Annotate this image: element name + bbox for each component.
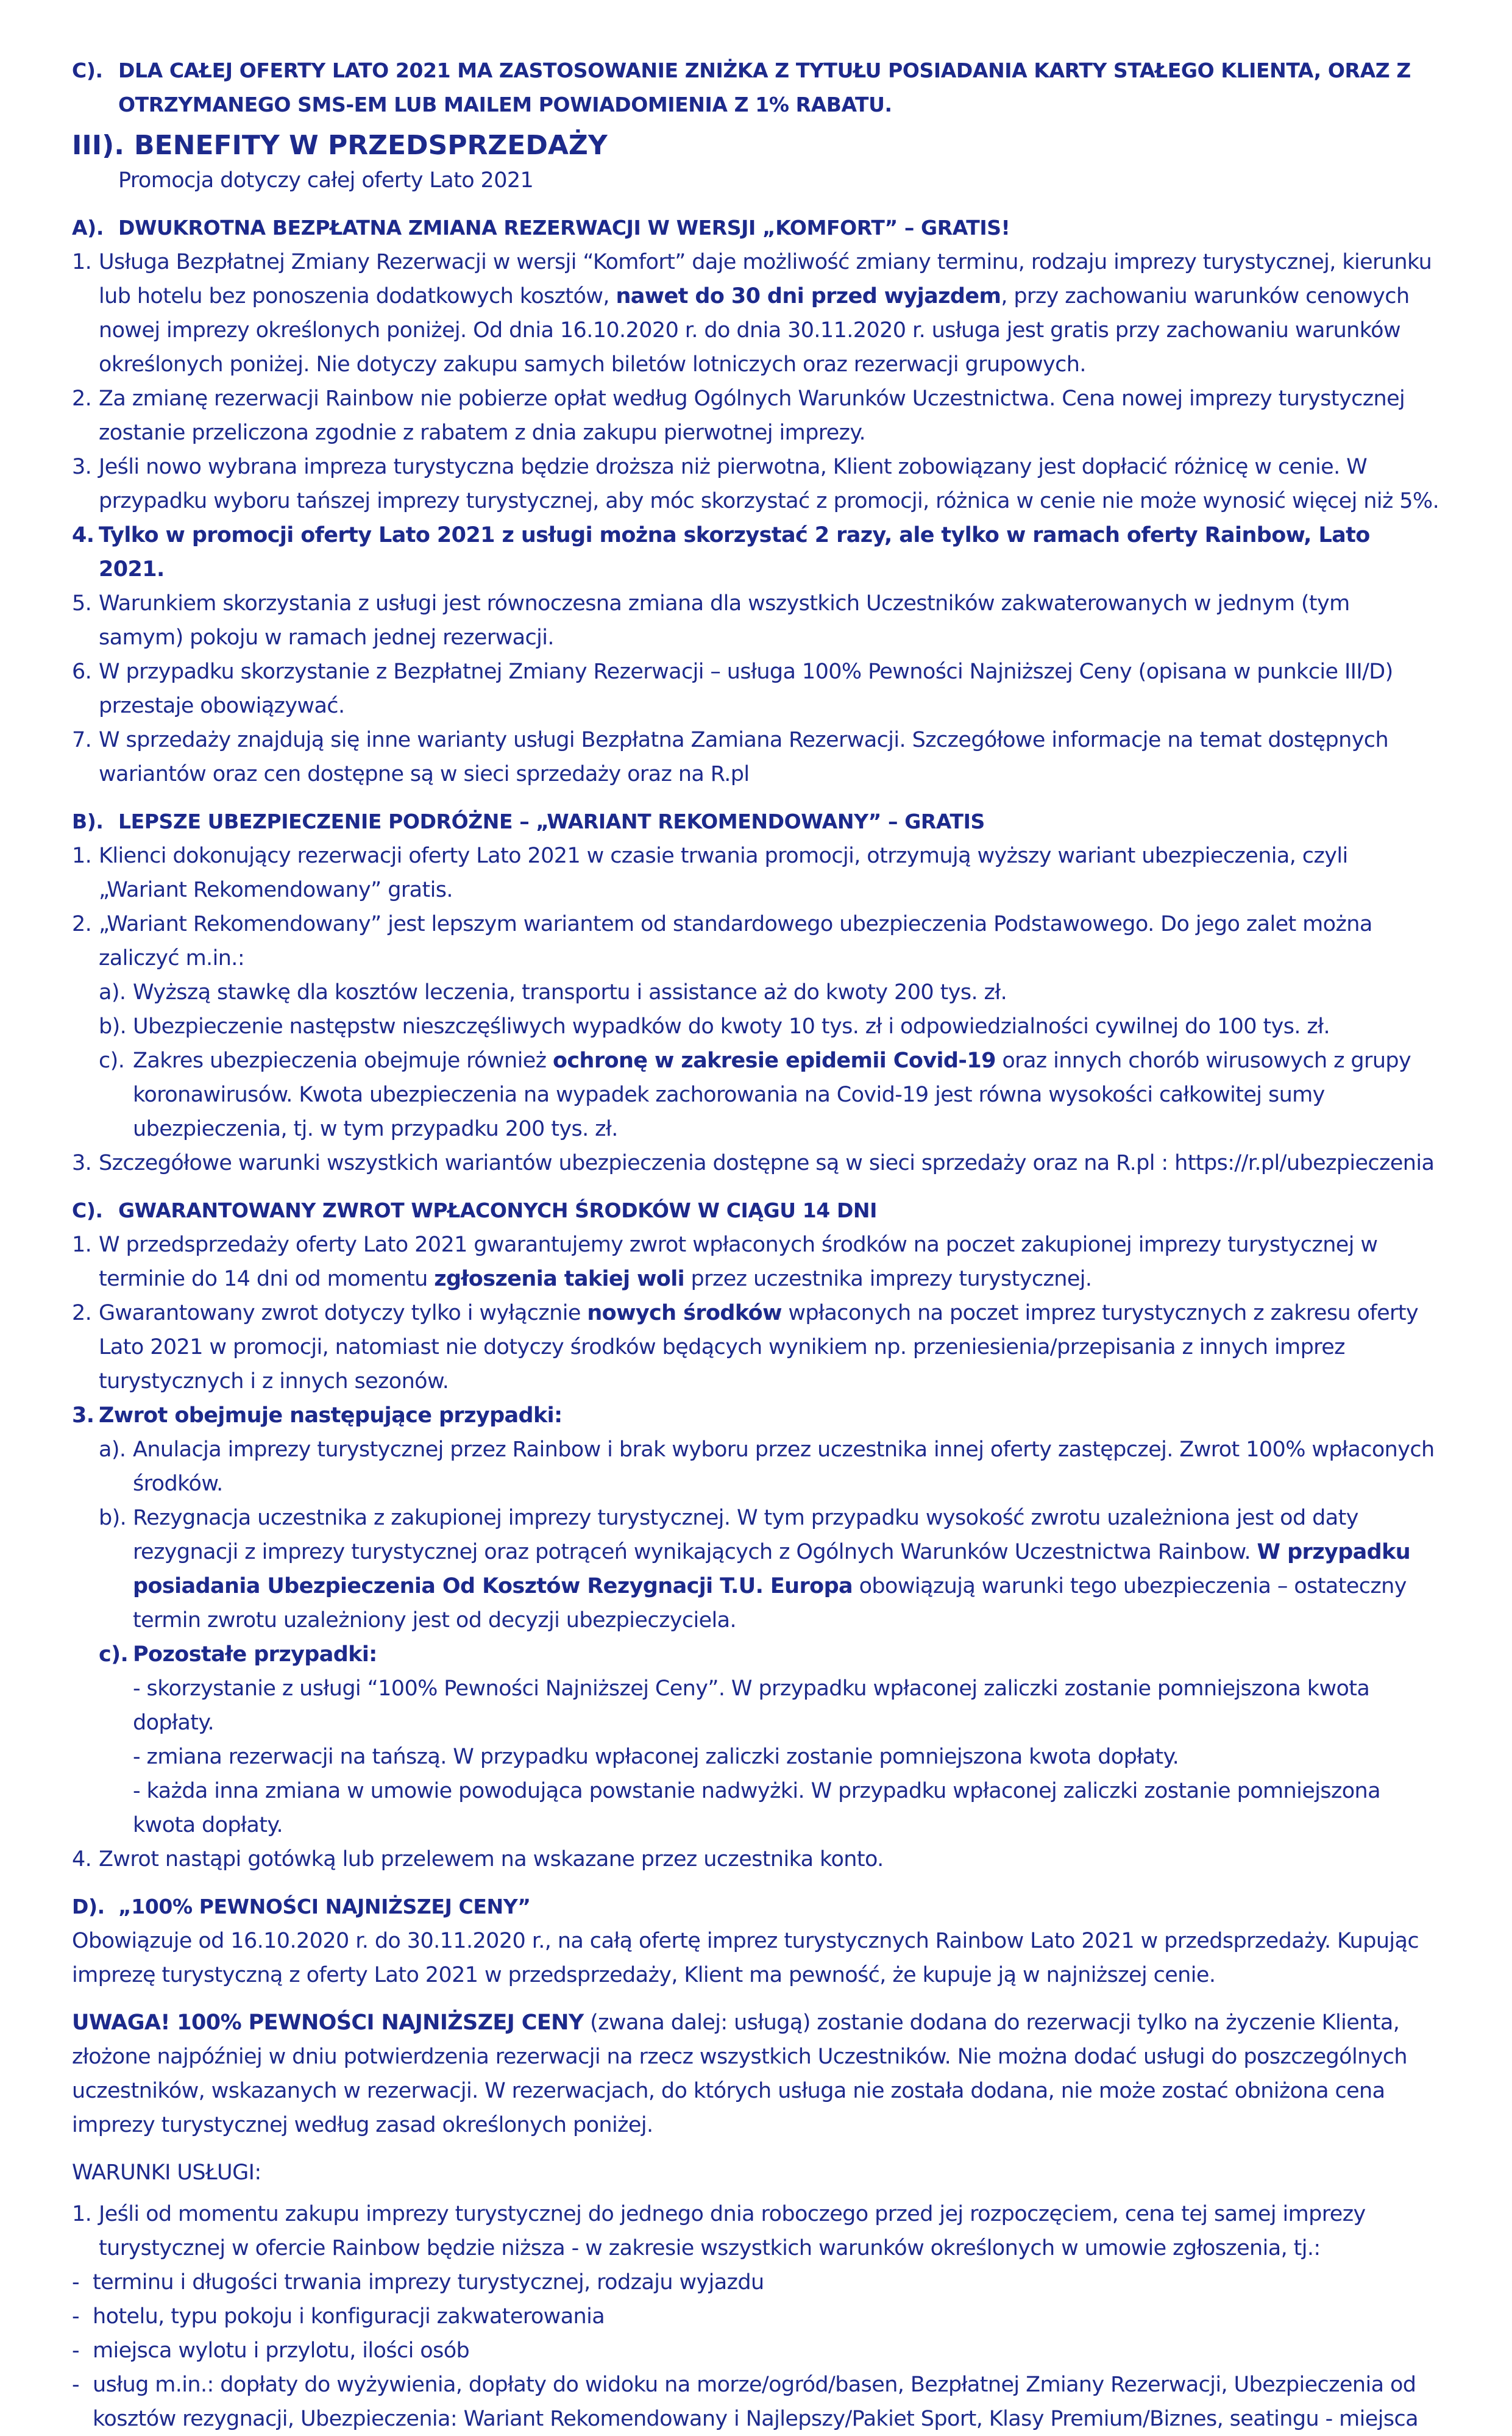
section-d-title: „100% PEWNOŚCI NAJNIŻSZEJ CENY”	[118, 1895, 531, 1918]
sub-item-letter: b).	[99, 1506, 127, 1530]
benefits-title: BENEFITY W PRZEDSPRZEDAŻY	[134, 130, 608, 161]
list-item	[72, 907, 1440, 975]
item-text-part: przez uczestnika imprezy turystycznej.	[684, 1267, 1092, 1291]
dash-bullet: -	[72, 2373, 80, 2397]
sub-list-item	[72, 1501, 1440, 1637]
sub-item-letter: a).	[99, 1437, 126, 1462]
list-item	[72, 1146, 1440, 1180]
dash-bullet: -	[72, 2304, 80, 2329]
item-text: Jeśli nowo wybrana impreza turystyczna będzie droższa niż pierwotna, Klient zobowiązany jest dopłacić różnicę w cenie. W przypadku wyboru tańszej imprezy turystycznej, aby móc skorzystać z promocji, różnica w cenie nie może wynosić więcej niż 5%.	[99, 455, 1439, 513]
item-text: Tylko w promocji oferty Lato 2021 z usługi można skorzystać 2 razy, ale tylko w ramach oferty Rainbow, Lato 2021.	[99, 523, 1370, 582]
dash-item-text: terminu i długości trwania imprezy turystycznej, rodzaju wyjazdu	[93, 2270, 764, 2295]
item-number: 2.	[72, 912, 92, 936]
item-text: Szczegółowe warunki wszystkich wariantów ubezpieczenia dostępne są w sieci sprzedaży oraz na R.pl : https://r.pl/ubezpieczenia	[99, 1151, 1435, 1175]
list-item	[72, 450, 1440, 518]
item-text: W sprzedaży znajdują się inne warianty usługi Bezpłatna Zamiana Rezerwacji. Szczegółowe informacje na temat dostępnych wariantów oraz cen dostępne są w sieci sprzedaży oraz na R.pl	[99, 728, 1389, 786]
sub-item-text: Ubezpieczenie następstw nieszczęśliwych wypadków do kwoty 10 tys. zł i odpowiedzialności cywilnej do 100 tys. zł.	[133, 1014, 1330, 1039]
sub-item-text	[133, 1044, 1440, 1146]
item-number: 2.	[72, 386, 92, 411]
item-text: Zwrot nastąpi gotówką lub przelewem na wskazane przez uczestnika konto.	[99, 1847, 884, 1872]
item-text-part: Rezygnacja uczestnika z zakupionej imprezy turystycznej. W tym przypadku wysokość zwrotu uzależniona jest od daty rezygnacji z imprezy turystycznej oraz potrąceń wynikających z Ogólnych Warunków Uczestnictwa Rainbow.	[133, 1506, 1358, 1564]
item-text-part: wpłaconych na poczet imprez turystycznych z zakresu oferty Lato 2021 w promocji, natomiast nie dotyczy środków będących wynikiem np. przeniesienia/przepisania z innych imprez turystycznych i z innych sezonów.	[99, 1301, 1419, 1394]
list-item	[72, 2197, 1440, 2265]
sub-item-letter: a).	[99, 980, 126, 1005]
dash-item-text: hotelu, typu pokoju i konfiguracji zakwaterowania	[93, 2304, 605, 2329]
section-letter: C).	[72, 1198, 103, 1222]
item-text: W przypadku skorzystanie z Bezpłatnej Zmiany Rezerwacji – usługa 100% Pewności Najniższej Ceny (opisana w punkcie III/D) przestaje obowiązywać.	[99, 660, 1393, 718]
sub-list-item	[72, 1010, 1440, 1044]
item-text-part: Gwarantowany zwrot dotyczy tylko i wyłącznie	[99, 1301, 587, 1325]
list-item	[72, 245, 1440, 382]
section-a-heading	[72, 211, 1440, 245]
item-number: 2.	[72, 1301, 92, 1325]
item-text: Klienci dokonujący rezerwacji oferty Lato 2021 w czasie trwania promocji, otrzymują wyższy wariant ubezpieczenia, czyli „Wariant Rekomendowany” gratis.	[99, 844, 1348, 902]
list-item	[72, 1228, 1440, 1296]
item-number: 1.	[72, 250, 92, 274]
item-text-part: W przedsprzedaży oferty Lato 2021 gwarantujemy zwrot wpłaconych środków na poczet zakupionej imprezy turystycznej w terminie do 14 dni od momentu	[99, 1233, 1378, 1291]
sub-list-item	[72, 1044, 1440, 1146]
dash-bullet: -	[72, 2270, 80, 2295]
item-text-part: oraz innych chorób wirusowych z grupy koronawirusów. Kwota ubezpieczenia na wypadek zachorowania na Covid-19 jest równa wysokości całkowitej sumy ubezpieczenia, tj. w tym przypadku 200 tys. zł.	[133, 1049, 1411, 1141]
list-item	[72, 723, 1440, 791]
item-number: 4.	[72, 523, 94, 547]
item-number: 1.	[72, 2202, 92, 2226]
section-c-heading	[72, 1194, 1440, 1228]
dash-list-item	[72, 2299, 1440, 2334]
item-number: 5.	[72, 591, 92, 616]
item-text: Za zmianę rezerwacji Rainbow nie pobierze opłat według Ogólnych Warunków Uczestnictwa. Cena nowej imprezy turystycznej zostanie przeliczona zgodnie z rabatem z dnia zakupu pierwotnej imprezy.	[99, 386, 1405, 445]
section-heading-benefits	[72, 128, 1440, 163]
dash-list-item	[72, 2265, 1440, 2299]
item-text	[99, 245, 1440, 382]
benefits-subtitle: Promocja dotyczy całej oferty Lato 2021	[118, 168, 534, 193]
item-number: 1.	[72, 844, 92, 868]
item-text-bold: nawet do 30 dni przed wyjazdem	[616, 284, 1001, 308]
list-item	[72, 382, 1440, 450]
list-item	[72, 1398, 1440, 1433]
roman-numeral: III).	[72, 130, 124, 161]
item-number: 1.	[72, 1233, 92, 1257]
top-discount-notice	[72, 54, 1440, 122]
item-text	[99, 1296, 1440, 1398]
sub-item-text	[133, 1501, 1440, 1637]
item-text-bold: ochronę w zakresie epidemii Covid-19	[552, 1049, 996, 1073]
item-number: 4.	[72, 1847, 92, 1872]
item-text: „Wariant Rekomendowany” jest lepszym wariantem od standardowego ubezpieczenia Podstawowego. Do jego zalet można zaliczyć m.in.:	[99, 912, 1372, 970]
dash-list-item	[72, 2368, 1440, 2436]
sub-item-letter: c).	[99, 1049, 125, 1073]
notice-bold: UWAGA! 100% PEWNOŚCI NAJNIŻSZEJ CENY	[72, 2010, 584, 2035]
list-item	[72, 1296, 1440, 1398]
document-page	[72, 54, 1440, 2436]
dash-list-item	[72, 2334, 1440, 2368]
item-text-bold: W przypadku posiadania Ubezpieczenia Od Kosztów Rezygnacji T.U. Europa	[133, 1540, 1411, 1598]
sub-list-item	[72, 1637, 1440, 1672]
item-text: Zwrot obejmuje następujące przypadki:	[99, 1403, 563, 1428]
section-b-heading	[72, 805, 1440, 839]
list-item	[72, 655, 1440, 723]
item-number: 6.	[72, 660, 92, 684]
item-number: 3.	[72, 1403, 94, 1428]
sub-item-letter: c).	[99, 1642, 129, 1667]
section-letter: A).	[72, 216, 104, 240]
sub-item-text: Pozostałe przypadki:	[133, 1642, 377, 1667]
sub-c-line: - zmiana rezerwacji na tańszą. W przypadku wpłaconej zaliczki zostanie pomniejszona kwota dopłaty.	[133, 1745, 1179, 1769]
item-text	[99, 1228, 1440, 1296]
section-b-title: LEPSZE UBEZPIECZENIE PODRÓŻNE – „WARIANT REKOMENDOWANY” – GRATIS	[118, 810, 985, 833]
item-text-part: Zakres ubezpieczenia obejmuje również	[133, 1049, 553, 1073]
item-number: 7.	[72, 728, 92, 752]
sub-item-text: Anulacja imprezy turystycznej przez Rainbow i brak wyboru przez uczestnika innej oferty zastępczej. Zwrot 100% wpłaconych środków.	[133, 1437, 1435, 1496]
sub-c-line: - skorzystanie z usługi “100% Pewności Najniższej Ceny”. W przypadku wpłaconej zaliczki zostanie pomniejszona kwota dopłaty.	[133, 1676, 1370, 1735]
section-letter: D).	[72, 1895, 105, 1918]
item-number: 3.	[72, 455, 92, 479]
sub-item-letter: b).	[99, 1014, 127, 1039]
dash-item-text: usług m.in.: dopłaty do wyżywienia, dopłaty do widoku na morze/ogród/basen, Bezpłatnej Zmiany Rezerwacji, Ubezpieczenia od kosztów rezygnacji, Ubezpieczenia: Wariant Rekomendowany i Najlepszy/Pakiet Sport, Klasy Premium/Biznes, seatingu - miejsca	[93, 2373, 1418, 2431]
section-a-title: DWUKROTNA BEZPŁATNA ZMIANA REZERWACJI W WERSJI „KOMFORT” – GRATIS!	[118, 216, 1010, 240]
item-text: Warunkiem skorzystania z usługi jest równoczesna zmiana dla wszystkich Uczestników zakwaterowanych w jednym (tym samym) pokoju w ramach jednej rezerwacji.	[99, 591, 1350, 650]
sub-list-item	[72, 975, 1440, 1010]
item-text-bold: zgłoszenia takiej woli	[434, 1267, 685, 1291]
list-item	[72, 518, 1440, 586]
sub-item-text: Wyższą stawkę dla kosztów leczenia, transportu i assistance aż do kwoty 200 tys. zł.	[133, 980, 1007, 1005]
item-text: Jeśli od momentu zakupu imprezy turystycznej do jednego dnia roboczego przed jej rozpoczęciem, cena tej samej imprezy turystycznej w ofercie Rainbow będzie niższa - w zakresie wszystkich warunków określonych w umowie zgłoszenia, tj.:	[99, 2202, 1366, 2260]
sub-list-item	[72, 1433, 1440, 1501]
item-text-bold: nowych środków	[587, 1301, 782, 1325]
dash-bullet: -	[72, 2338, 80, 2363]
section-letter: B).	[72, 810, 104, 833]
conditions-label: WARUNKI USŁUGI:	[72, 2160, 261, 2185]
paragraph: Obowiązuje od 16.10.2020 r. do 30.11.2020 r., na całą ofertę imprez turystycznych Rainbow Lato 2021 w przedsprzedaży. Kupując imprezę turystyczną z oferty Lato 2021 w przedsprzedaży, Klient ma pewność, że kupuje ją w najniższej cenie.	[72, 1929, 1419, 1987]
section-d-heading	[72, 1890, 1440, 1924]
dash-item-text: miejsca wylotu i przylotu, ilości osób	[93, 2338, 470, 2363]
discount-notice-text: DLA CAŁEJ OFERTY LATO 2021 MA ZASTOSOWANIE ZNIŻKA Z TYTUŁU POSIADANIA KARTY STAŁEGO KLIENTA, ORAZ Z OTRZYMANEGO SMS-EM LUB MAILEM POWIADOMIENIA Z 1% RABATU.	[118, 59, 1411, 116]
item-text-part: Usługa Bezpłatnej Zmiany Rezerwacji w wersji “Komfort” daje możliwość zmiany terminu, rodzaju imprezy turystycznej, kierunku lub hotelu bez ponoszenia dodatkowych kosztów,	[99, 250, 1432, 308]
notice-text: (zwana dalej: usługą) zostanie dodana do rezerwacji tylko na życzenie Klienta, złożone najpóźniej w dniu potwierdzenia rezerwacji na rzecz wszystkich Uczestników. Nie można dodać usługi do poszczególnych uczestników, wskazanych w rezerwacji. W rezerwacjach, do których usługa nie została dodana, nie może zostać obniżona cena imprezy turystycznej według zasad określonych poniżej.	[72, 2010, 1407, 2137]
item-number: 3.	[72, 1151, 92, 1175]
list-item	[72, 1842, 1440, 1876]
list-item	[72, 839, 1440, 907]
section-c-title: GWARANTOWANY ZWROT WPŁACONYCH ŚRODKÓW W CIĄGU 14 DNI	[118, 1198, 878, 1222]
item-text-part: , przy zachowaniu warunków cenowych nowej imprezy określonych poniżej. Od dnia 16.10.2020 r. do dnia 30.11.2020 r. usługa jest gratis przy zachowaniu warunków określonych poniżej. Nie dotyczy zakupu samych biletów lotniczych oraz rezerwacji grupowych.	[99, 284, 1410, 377]
list-item	[72, 586, 1440, 655]
paragraph	[72, 2006, 1440, 2142]
item-text-part: obowiązują warunki tego ubezpieczenia – ostateczny termin zwrotu uzależniony jest od decyzji ubezpieczyciela.	[133, 1574, 1407, 1633]
sub-c-line: - każda inna zmiana w umowie powodująca powstanie nadwyżki. W przypadku wpłaconej zaliczki zostanie pomniejszona kwota dopłaty.	[133, 1779, 1380, 1837]
section-letter: C).	[72, 59, 103, 82]
